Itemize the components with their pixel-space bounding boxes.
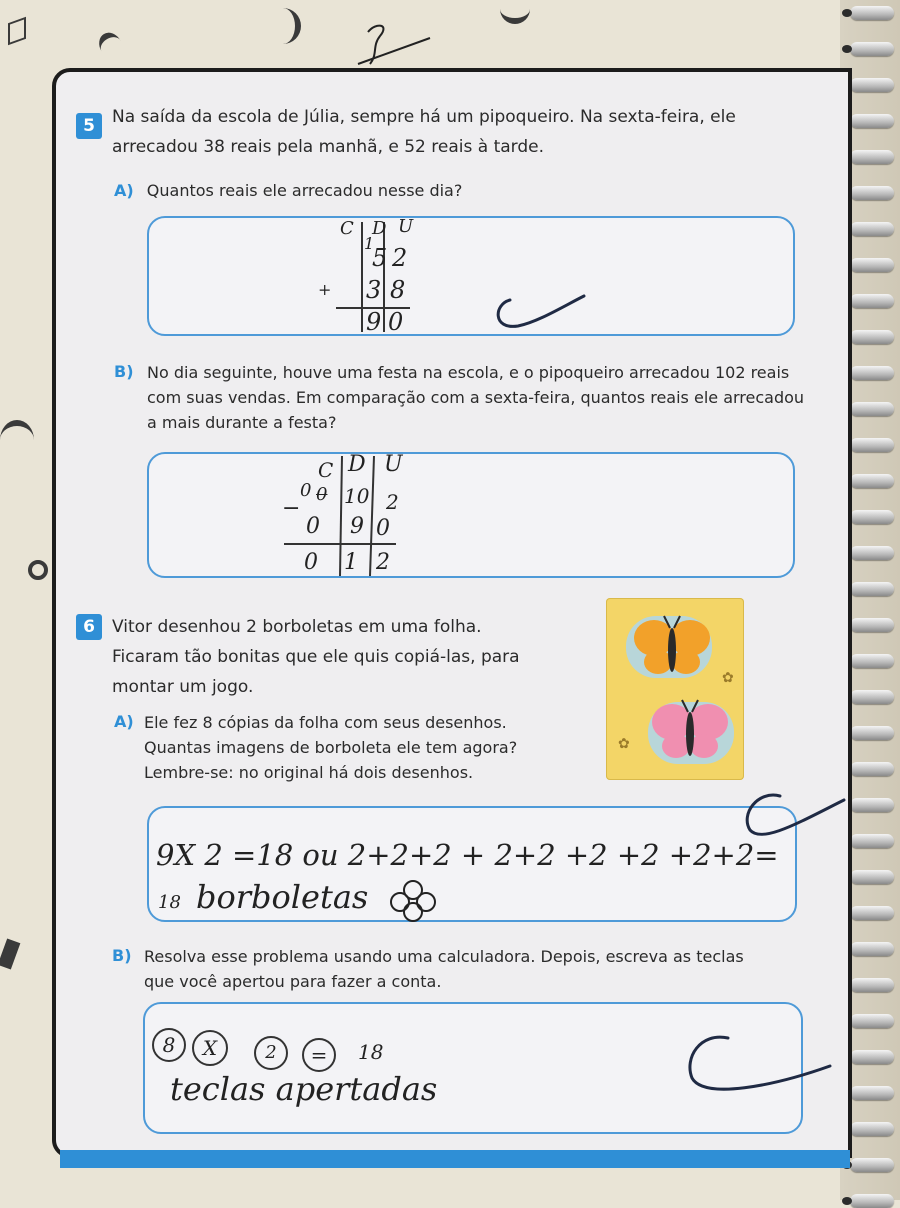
spiral-ring <box>850 294 894 308</box>
spiral-ring <box>850 618 894 632</box>
difference-tens: 1 <box>344 550 358 575</box>
calculator-result: 18 <box>358 1040 384 1064</box>
spiral-ring <box>850 222 894 236</box>
sub-question-text-line: Quantas imagens de borboleta ele tem agora? <box>144 738 518 757</box>
spiral-ring <box>850 366 894 380</box>
sub-question-text <box>144 944 744 994</box>
subtrahend-hundreds: 0 <box>306 514 320 539</box>
sub-question-label: B) <box>112 946 132 965</box>
butterfly-orange-icon <box>632 614 712 680</box>
sub-question-text-line: Resolva esse problema usando uma calculadora. Depois, escreva as teclas <box>144 947 744 966</box>
sub-question-label: A) <box>114 181 134 200</box>
spiral-ring <box>850 726 894 740</box>
spiral-ring <box>850 510 894 524</box>
question-number: 6 <box>76 614 102 640</box>
question-5a <box>114 178 462 203</box>
question-text-line: Na saída da escola de Júlia, sempre há um pipoqueiro. Na sexta-feira, ele <box>112 107 736 127</box>
minuend-hundreds-new: 0 <box>300 480 312 501</box>
sub-question-text-line: com suas vendas. Em comparação com a sexta-feira, quantos reais ele arrecadou <box>147 388 805 407</box>
addend2-units: 8 <box>390 276 406 304</box>
decorative-swirl <box>94 28 127 63</box>
difference-units: 2 <box>376 550 390 575</box>
column-header-d: D <box>348 452 366 477</box>
handwritten-multiplication: 9X 2 =18 ou 2+2+2 + 2+2 +2 +2 +2+2= <box>156 838 779 872</box>
decorative-swirl <box>265 8 301 44</box>
calculator-key-equals: = <box>302 1038 336 1072</box>
sub-question-text: Quantos reais ele arrecadou nesse dia? <box>146 181 463 200</box>
sub-question-text-line: No dia seguinte, houve uma festa na escola, e o pipoqueiro arrecadou 102 reais <box>147 363 790 382</box>
spiral-ring <box>850 1158 894 1172</box>
spiral-ring <box>850 978 894 992</box>
spiral-ring <box>850 330 894 344</box>
column-header-u: U <box>384 452 403 477</box>
plus-sign: + <box>318 280 332 299</box>
spiral-ring <box>850 438 894 452</box>
handwritten-answer-number: 18 <box>158 892 181 913</box>
decorative-ring <box>28 560 48 580</box>
spiral-ring <box>850 402 894 416</box>
sub-question-text-line: Lembre-se: no original há dois desenhos. <box>144 763 474 782</box>
question-text <box>112 612 520 702</box>
butterfly-drawing-sheet <box>606 598 744 780</box>
handwritten-keys-caption: teclas apertadas <box>170 1070 438 1108</box>
small-flower-icon: ✿ <box>722 670 734 686</box>
spiral-ring <box>850 1194 894 1208</box>
sub-question-label: B) <box>114 362 134 381</box>
spiral-ring <box>850 834 894 848</box>
subtrahend-tens: 9 <box>350 514 364 539</box>
sum-tens: 9 <box>366 308 382 336</box>
subtrahend-units: 0 <box>376 516 390 541</box>
minus-sign: − <box>282 496 301 521</box>
decorative-square <box>8 17 26 46</box>
handwritten-answer-word: borboletas <box>196 878 369 916</box>
sub-question-label: A) <box>114 712 134 731</box>
spiral-ring <box>850 582 894 596</box>
question-text-line: Ficaram tão bonitas que ele quis copiá-las, para <box>112 647 520 667</box>
carry-digit: 1 <box>364 234 375 253</box>
butterfly-pink-icon <box>650 698 730 764</box>
page-footer-bar <box>60 1150 850 1168</box>
decorative-diamond <box>0 938 20 969</box>
calculator-key-times: X <box>192 1030 228 1066</box>
spiral-ring <box>850 546 894 560</box>
question-number: 5 <box>76 113 102 139</box>
sub-question-text-line: a mais durante a festa? <box>147 413 337 432</box>
spiral-ring <box>850 870 894 884</box>
flower-doodle-icon <box>388 878 438 922</box>
spiral-ring <box>850 690 894 704</box>
spiral-ring <box>850 42 894 56</box>
question-text-line: Vitor desenhou 2 borboletas em uma folha. <box>112 617 482 637</box>
spiral-ring <box>850 906 894 920</box>
addend1-units: 2 <box>392 244 408 272</box>
spiral-ring <box>850 1122 894 1136</box>
difference-hundreds: 0 <box>304 550 318 575</box>
minuend-units: 2 <box>386 490 399 514</box>
spiral-ring <box>850 150 894 164</box>
sub-question-text <box>147 360 804 435</box>
small-flower-icon: ✿ <box>618 736 630 752</box>
addend2-tens: 3 <box>366 276 382 304</box>
spiral-ring <box>850 6 894 20</box>
handwritten-mark-top <box>350 14 440 74</box>
sub-question-text-line: que você apertou para fazer a conta. <box>144 972 442 991</box>
decorative-swirl <box>0 420 34 460</box>
question-text <box>112 102 736 162</box>
answer-box-5a[interactable] <box>147 216 795 336</box>
teacher-check-icon <box>684 1030 834 1100</box>
teacher-check-icon <box>488 290 588 334</box>
teacher-check-icon <box>740 784 850 844</box>
spiral-ring <box>850 942 894 956</box>
spiral-ring <box>850 258 894 272</box>
sum-units: 0 <box>388 308 404 336</box>
addend1-tens: 5 <box>372 244 388 272</box>
column-header-c: C <box>340 218 354 239</box>
spiral-ring <box>850 654 894 668</box>
minuend-hundreds-struck: 0 <box>316 484 328 505</box>
spiral-ring <box>850 114 894 128</box>
spiral-ring <box>850 1050 894 1064</box>
column-header-u: U <box>398 216 414 237</box>
column-header-c: C <box>318 458 334 482</box>
spiral-ring <box>850 1086 894 1100</box>
spiral-ring <box>850 798 894 812</box>
spiral-ring <box>850 474 894 488</box>
sub-question-text-line: Ele fez 8 cópias da folha com seus desenhos. <box>144 713 507 732</box>
sub-question-text <box>144 710 517 785</box>
question-text-line: montar um jogo. <box>112 677 254 697</box>
spiral-ring <box>850 186 894 200</box>
minuend-tens: 10 <box>344 484 370 508</box>
spiral-ring <box>850 1014 894 1028</box>
spiral-ring <box>850 762 894 776</box>
decorative-swirl <box>500 0 530 24</box>
question-text-line: arrecadou 38 reais pela manhã, e 52 reais à tarde. <box>112 137 544 157</box>
column-header-d: D <box>372 218 387 239</box>
calculator-key-8: 8 <box>152 1028 186 1062</box>
calculator-key-2: 2 <box>254 1036 288 1070</box>
answer-box-5b[interactable] <box>147 452 795 578</box>
spiral-ring <box>850 78 894 92</box>
